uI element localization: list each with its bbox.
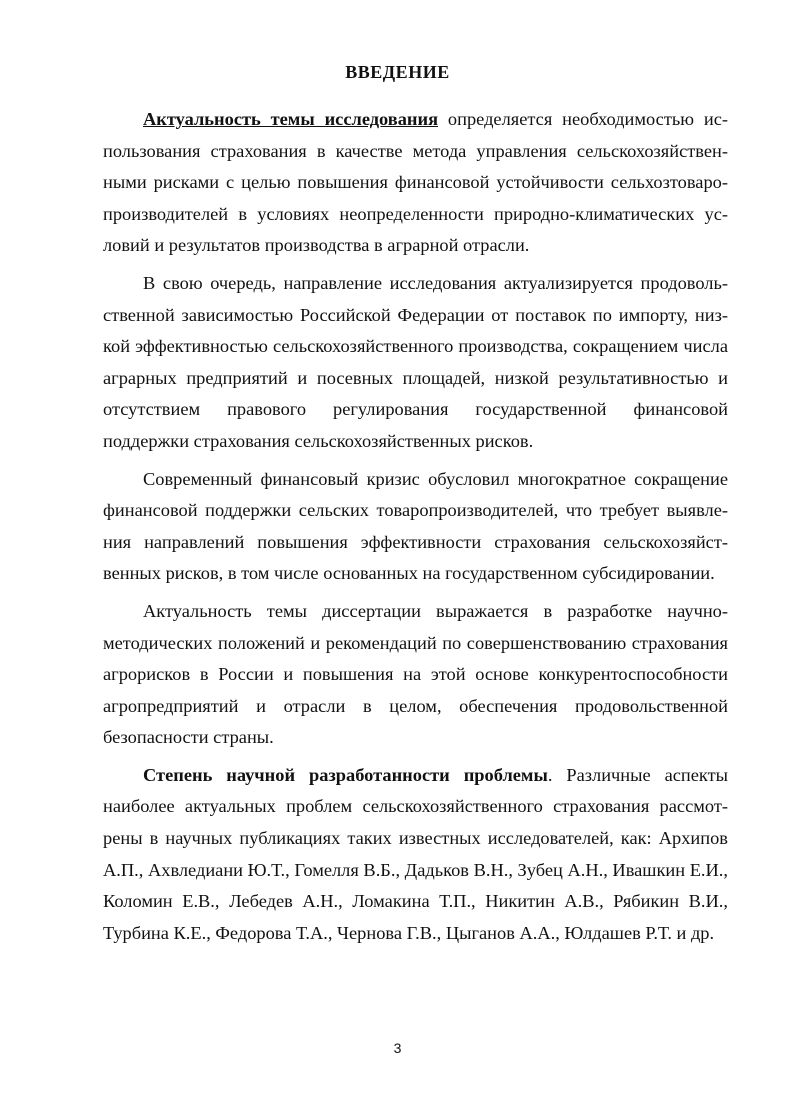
paragraph-text: В свою очередь, направление исследования актуализируется продовольственной зависимостью Российской Федерации от поставок по импорту, низкой эффективностью сельскохозяйственного производства, сокращением числа аграрных предприятий и посевных площадей, низкой результативностью и отсутствием правового регулирования государственной финансовой поддержки страхования сельскохозяйственных рисков. <box>103 272 728 451</box>
document-body <box>103 104 728 955</box>
paragraph-text: Современный финансовый кризис обусловил многократное сокращение финансовой поддержки сельских товаропроизводителей, что требует выявления направлений повышения эффективности страхования сельскохозяйственных рисков, в том числе основанных на государственном субсидировании. <box>103 468 728 584</box>
paragraph-crisis <box>103 464 728 590</box>
paragraph-degree-of-research <box>103 760 728 950</box>
paragraph-lead-relevance: Актуальность темы исследования <box>143 109 439 129</box>
paragraph-text: определяется необходимостью использования страхования в качестве метода управления сельскохозяйственными рисками с целью повышения финансовой устойчивости сельхозтоваропроизводителей в условиях неопределенности природно-климатических условий и результатов производства в аграрной отрасли. <box>103 109 728 256</box>
paragraph-lead-degree: Степень научной разработанности проблемы <box>143 764 548 785</box>
paragraph-text: Актуальность темы диссертации выражается в разработке научно-методических положений и рекомендаций по совершенствованию страхования агрорисков в России и повышения на этой основе конкурентоспособности агропредприятий и отрасли в целом, обеспечения продовольственной безопасности страны. <box>103 600 728 748</box>
paragraph-dissertation-relevance <box>103 596 728 754</box>
paragraph-direction <box>103 268 728 458</box>
paragraph-relevance <box>103 104 728 262</box>
page-number: 3 <box>393 1040 402 1056</box>
page-title: ВВЕДЕНИЕ <box>345 62 450 82</box>
paragraph-text: . Различные аспекты наиболее актуальных проблем сельскохозяйственного страхования рассмотрены в научных публикациях таких известных исследователей, как: Архипов А.П., Ахвледиани Ю.Т., Гомелля В.Б., Дадьков В.Н., Зубец А.Н., Ивашкин Е.И., Коломин Е.В., Лебедев А.Н., Ломакина Т.П., Никитин А.В., Рябикин В.И., Турбина К.Е., Федорова Т.А., Чернова Г.В., Цыганов А.А., Юлдашев Р.Т. и др. <box>103 764 728 943</box>
